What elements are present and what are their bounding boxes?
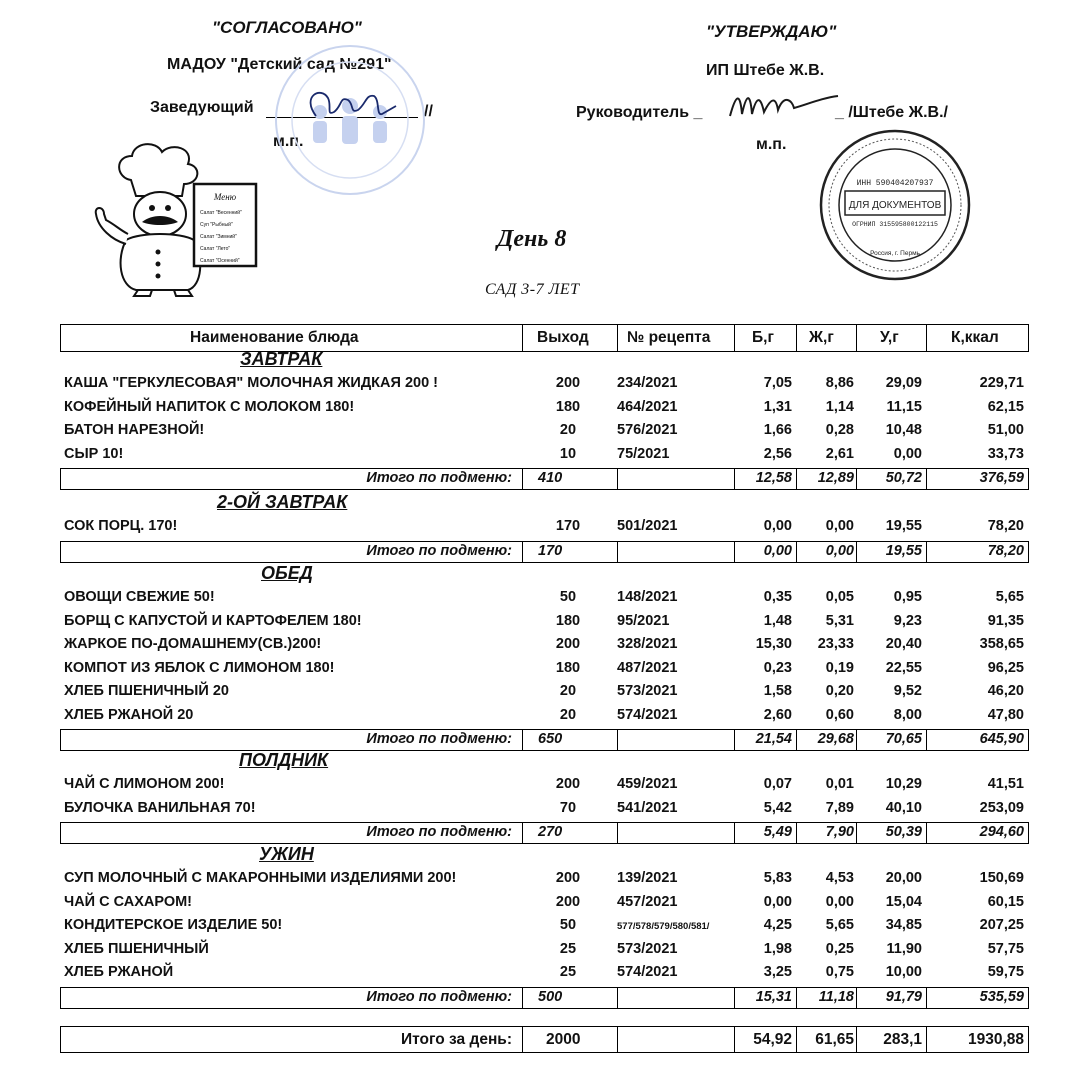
recipe-number: 541/2021 — [617, 799, 678, 816]
dish-name: БОРЩ С КАПУСТОЙ И КАРТОФЕЛЕМ 180! — [64, 612, 362, 629]
subtotal-fat: 29,68 — [817, 731, 854, 747]
fat: 0,25 — [825, 940, 854, 957]
kcal: 59,75 — [987, 964, 1024, 980]
fat: 0,75 — [825, 964, 854, 980]
subtotal-fat: 11,18 — [818, 988, 854, 1005]
protein: 1,66 — [763, 422, 792, 438]
column-divider — [522, 541, 523, 563]
signature-right — [722, 86, 842, 126]
fat: 0,60 — [825, 706, 854, 723]
protein: 2,60 — [763, 706, 792, 723]
dish-name: СЫР 10! — [64, 445, 124, 462]
fat: 0,00 — [825, 518, 854, 534]
mp-right: м.п. — [756, 136, 787, 153]
output: 25 — [559, 964, 577, 980]
column-header-carbs: У,г — [880, 329, 899, 346]
org-right: ИП Штебе Ж.В. — [706, 62, 825, 79]
dish-name: ХЛЕБ РЖАНОЙ — [64, 964, 174, 980]
kcal: 46,20 — [987, 683, 1024, 699]
subtotal-fat: 12,89 — [817, 470, 854, 486]
kcal: 60,15 — [987, 893, 1024, 910]
menu-board-line: Салат "Весенний" — [200, 210, 242, 216]
column-divider — [522, 468, 523, 490]
protein: 1,31 — [763, 398, 792, 415]
column-divider — [734, 324, 735, 352]
carbs: 11,90 — [886, 940, 922, 957]
section-title: ОБЕД — [261, 563, 313, 583]
day-title: День 8 — [497, 226, 567, 252]
subtotal-kcal: 376,59 — [979, 470, 1024, 486]
recipe-number: 577/578/579/580/581/ — [617, 921, 710, 932]
protein: 7,05 — [763, 375, 792, 391]
menu-board-line: Салат "Лето" — [200, 246, 231, 252]
carbs: 11,15 — [886, 398, 922, 415]
column-divider — [522, 324, 523, 352]
recipe-number: 139/2021 — [617, 870, 678, 886]
fat: 5,65 — [825, 917, 854, 933]
carbs: 10,29 — [885, 776, 922, 792]
column-divider — [522, 822, 523, 844]
output: 180 — [555, 612, 581, 629]
protein: 2,56 — [763, 445, 792, 462]
subtotal-protein: 0,00 — [763, 542, 792, 559]
recipe-number: 487/2021 — [617, 659, 678, 676]
output: 170 — [555, 518, 581, 534]
dish-name: ХЛЕБ РЖАНОЙ 20 — [64, 706, 194, 723]
dish-name: ЧАЙ С САХАРОМ! — [64, 893, 193, 910]
subtotal-protein: 15,31 — [755, 988, 792, 1005]
dish-name: КОФЕЙНЫЙ НАПИТОК С МОЛОКОМ 180! — [64, 398, 355, 415]
column-divider — [796, 324, 797, 352]
kcal: 91,35 — [987, 612, 1024, 629]
output: 50 — [559, 589, 577, 605]
fat: 0,01 — [825, 776, 854, 792]
column-divider — [617, 1026, 618, 1053]
day-total-carbs: 283,1 — [883, 1031, 922, 1048]
fat: 0,20 — [825, 683, 854, 699]
output: 180 — [555, 398, 581, 415]
subtotal-carbs: 50,72 — [885, 470, 922, 486]
dish-name: БАТОН НАРЕЗНОЙ! — [64, 422, 205, 438]
column-header-dish-name: Наименование блюда — [190, 329, 359, 346]
output: 200 — [555, 776, 581, 792]
dish-name: ОВОЩИ СВЕЖИЕ 50! — [64, 589, 215, 605]
column-divider — [522, 729, 523, 751]
kcal: 51,00 — [987, 422, 1024, 438]
column-divider — [617, 468, 618, 490]
section-title: УЖИН — [259, 844, 314, 864]
protein: 15,30 — [755, 636, 792, 652]
subtotal-carbs: 70,65 — [885, 731, 922, 747]
recipe-number: 576/2021 — [617, 422, 678, 438]
output: 20 — [559, 706, 577, 723]
recipe-number: 573/2021 — [617, 940, 678, 957]
mp-left: м.п. — [273, 133, 304, 150]
protein: 1,48 — [763, 612, 792, 629]
section-title: ПОЛДНИК — [239, 750, 329, 770]
carbs: 29,09 — [885, 375, 922, 391]
recipe-number: 574/2021 — [617, 964, 678, 980]
subtotal-kcal: 645,90 — [979, 731, 1024, 747]
dish-name: СОК ПОРЦ. 170! — [64, 518, 178, 534]
protein: 3,25 — [763, 964, 792, 980]
output: 200 — [555, 870, 581, 886]
column-header-output: Выход — [537, 329, 589, 346]
column-divider — [617, 324, 618, 352]
recipe-number: 459/2021 — [617, 776, 678, 792]
subtotal-label: Итого по подменю: — [366, 470, 512, 486]
subtotal-carbs: 19,55 — [885, 542, 922, 559]
fat: 2,61 — [825, 445, 854, 462]
carbs: 19,55 — [885, 518, 922, 534]
signature-left — [296, 86, 406, 126]
recipe-number: 457/2021 — [617, 893, 678, 910]
protein: 0,00 — [763, 518, 792, 534]
menu-board-line: Салат "Зимний" — [200, 234, 237, 240]
subtotal-fat: 7,90 — [825, 824, 854, 840]
output: 200 — [555, 375, 581, 391]
fat: 0,28 — [825, 422, 854, 438]
carbs: 10,48 — [885, 422, 922, 438]
dish-name: ХЛЕБ ПШЕНИЧНЫЙ — [64, 940, 209, 957]
subtotal-label: Итого по подменю: — [366, 542, 512, 559]
subtotal-output: 170 — [538, 542, 563, 559]
subtotal-kcal: 294,60 — [979, 824, 1024, 840]
output: 50 — [559, 917, 577, 933]
section-title: ЗАВТРАК — [240, 349, 323, 369]
carbs: 20,00 — [885, 870, 922, 886]
menu-board-line: Суп "Рыбный" — [200, 222, 233, 228]
head-left-label: Заведующий — [150, 99, 254, 116]
approve-heading: "УТВЕРЖДАЮ" — [706, 22, 837, 41]
subtotal-output: 410 — [538, 470, 563, 486]
dish-name: ХЛЕБ ПШЕНИЧНЫЙ 20 — [64, 683, 229, 699]
carbs: 9,23 — [893, 612, 922, 629]
fat: 23,33 — [817, 636, 854, 652]
stamp-inn: ИНН 590404207937 — [856, 179, 934, 188]
column-divider — [926, 324, 927, 352]
menu-board-line: Салат "Осенний" — [200, 258, 240, 264]
kcal: 57,75 — [987, 940, 1024, 957]
kcal: 358,65 — [979, 636, 1024, 652]
day-total-fat: 61,65 — [815, 1031, 854, 1048]
output: 10 — [559, 445, 577, 462]
column-header-recipe-number: № рецепта — [627, 329, 711, 346]
carbs: 22,55 — [885, 659, 922, 676]
recipe-number: 464/2021 — [617, 398, 678, 415]
protein: 1,58 — [763, 683, 792, 699]
carbs: 8,00 — [893, 706, 922, 723]
output: 20 — [559, 422, 577, 438]
column-divider — [617, 729, 618, 751]
subtitle: САД 3-7 ЛЕТ — [485, 281, 580, 298]
section-title: 2-ОЙ ЗАВТРАК — [217, 492, 348, 512]
day-total-output: 2000 — [546, 1031, 581, 1048]
dish-name: БУЛОЧКА ВАНИЛЬНАЯ 70! — [64, 799, 256, 816]
subtotal-label: Итого по подменю: — [366, 824, 512, 840]
subtotal-output: 650 — [538, 731, 563, 747]
column-divider — [522, 987, 523, 1009]
protein: 5,83 — [763, 870, 792, 886]
carbs: 34,85 — [885, 917, 922, 933]
subtotal-protein: 12,58 — [755, 470, 792, 486]
kcal: 33,73 — [987, 445, 1024, 462]
kcal: 150,69 — [979, 870, 1024, 886]
fat: 5,31 — [825, 612, 854, 629]
column-header-protein: Б,г — [752, 329, 774, 346]
day-total-protein: 54,92 — [753, 1031, 792, 1048]
recipe-number: 148/2021 — [617, 589, 678, 605]
carbs: 9,52 — [893, 683, 922, 699]
output: 200 — [555, 636, 581, 652]
recipe-number: 501/2021 — [617, 518, 678, 534]
protein: 0,35 — [763, 589, 792, 605]
subtotal-kcal: 535,59 — [979, 988, 1024, 1005]
head-right-end: _ /Штебе Ж.В./ — [835, 104, 948, 121]
column-divider — [617, 541, 618, 563]
subtotal-carbs: 91,79 — [885, 988, 922, 1005]
kcal: 96,25 — [987, 659, 1024, 676]
subtotal-kcal: 78,20 — [987, 542, 1024, 559]
head-right-label: Руководитель _ — [576, 104, 703, 121]
chef-illustration — [76, 140, 266, 300]
kcal: 41,51 — [987, 776, 1024, 792]
dish-name: КАША "ГЕРКУЛЕСОВАЯ" МОЛОЧНАЯ ЖИДКАЯ 200 ! — [64, 375, 438, 391]
carbs: 40,10 — [885, 799, 922, 816]
recipe-number: 328/2021 — [617, 636, 678, 652]
dish-name: КОМПОТ ИЗ ЯБЛОК С ЛИМОНОМ 180! — [64, 659, 335, 676]
protein: 4,25 — [763, 917, 792, 933]
output: 20 — [559, 683, 577, 699]
subtotal-output: 500 — [538, 988, 563, 1005]
output: 70 — [559, 799, 577, 816]
output: 180 — [555, 659, 581, 676]
day-total-label: Итого за день: — [401, 1031, 512, 1048]
kcal: 5,65 — [995, 589, 1024, 605]
kcal: 229,71 — [979, 375, 1024, 391]
dish-name: ЖАРКОЕ ПО-ДОМАШНЕМУ(СВ.)200! — [64, 636, 322, 652]
fat: 0,19 — [825, 659, 854, 676]
stamp-ogrnip: ОГРНИП 315595800122115 — [852, 221, 938, 228]
subtotal-label: Итого по подменю: — [366, 988, 512, 1005]
menu-board-title: Меню — [213, 192, 237, 202]
carbs: 0,95 — [893, 589, 922, 605]
fat: 1,14 — [825, 398, 854, 415]
column-header-kcal: К,ккал — [951, 329, 999, 346]
recipe-number: 234/2021 — [617, 375, 678, 391]
column-divider — [522, 1026, 523, 1053]
carbs: 0,00 — [893, 445, 922, 462]
recipe-number: 95/2021 — [617, 612, 670, 629]
day-total-kcal: 1930,88 — [967, 1031, 1024, 1048]
agreed-heading: "СОГЛАСОВАНО" — [212, 18, 362, 37]
recipe-number: 573/2021 — [617, 683, 678, 699]
subtotal-carbs: 50,39 — [885, 824, 922, 840]
dish-name: КОНДИТЕРСКОЕ ИЗДЕЛИЕ 50! — [64, 917, 283, 933]
fat: 7,89 — [825, 799, 854, 816]
dish-name: СУП МОЛОЧНЫЙ С МАКАРОННЫМИ ИЗДЕЛИЯМИ 200! — [64, 870, 457, 886]
head-left-end: // — [424, 103, 433, 120]
round-stamp — [815, 125, 975, 285]
output: 25 — [559, 940, 577, 957]
column-divider — [856, 324, 857, 352]
carbs: 10,00 — [885, 964, 922, 980]
dish-name: ЧАЙ С ЛИМОНОМ 200! — [64, 776, 225, 792]
recipe-number: 574/2021 — [617, 706, 678, 723]
kcal: 253,09 — [979, 799, 1024, 816]
subtotal-protein: 5,49 — [763, 824, 792, 840]
carbs: 15,04 — [885, 893, 922, 910]
protein: 0,00 — [763, 893, 792, 910]
output: 200 — [555, 893, 581, 910]
org-left: МАДОУ "Детский сад №291" — [167, 56, 392, 73]
carbs: 20,40 — [885, 636, 922, 652]
fat: 8,86 — [825, 375, 854, 391]
protein: 5,42 — [763, 799, 792, 816]
fat: 0,05 — [825, 589, 854, 605]
column-divider — [617, 822, 618, 844]
fat: 0,00 — [825, 893, 854, 910]
column-header-fat: Ж,г — [809, 329, 834, 346]
kcal: 78,20 — [987, 518, 1024, 534]
protein: 0,23 — [763, 659, 792, 676]
recipe-number: 75/2021 — [617, 445, 670, 462]
kcal: 62,15 — [987, 398, 1024, 415]
subtotal-output: 270 — [538, 824, 563, 840]
protein: 0,07 — [763, 776, 792, 792]
kcal: 207,25 — [979, 917, 1024, 933]
subtotal-label: Итого по подменю: — [366, 731, 512, 747]
stamp-center: ДЛЯ ДОКУМЕНТОВ — [848, 200, 942, 211]
kcal: 47,80 — [987, 706, 1024, 723]
subtotal-protein: 21,54 — [755, 731, 792, 747]
fat: 4,53 — [825, 870, 854, 886]
column-divider — [617, 987, 618, 1009]
stamp-city: Россия, г. Пермь — [870, 250, 920, 257]
protein: 1,98 — [763, 940, 792, 957]
subtotal-fat: 0,00 — [825, 542, 854, 559]
